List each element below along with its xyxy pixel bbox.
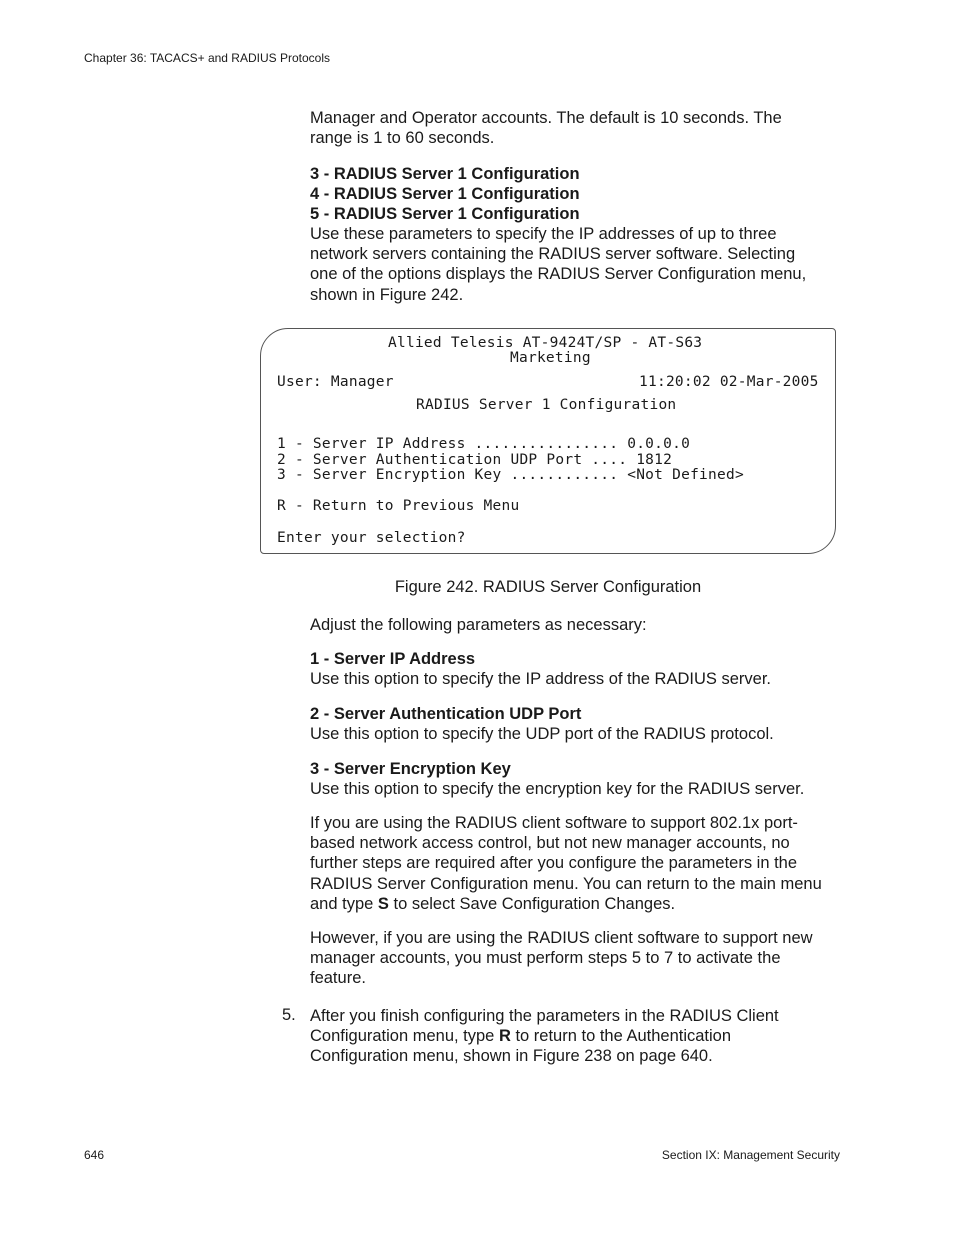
- option-4-heading: 4 - RADIUS Server 1 Configuration: [310, 185, 580, 204]
- note-line: RADIUS Server Configuration menu. You can return to the main menu: [310, 874, 822, 893]
- desc-line: Use these parameters to specify the IP addresses of up to three: [310, 225, 777, 243]
- figure-caption: Figure 242. RADIUS Server Configuration: [394, 578, 702, 596]
- note-line: further steps are required after you configure the parameters in the: [310, 854, 798, 873]
- terminal-title: Allied Telesis AT-9424T/SP - AT-S63: [388, 335, 703, 351]
- terminal-menu-item-3: 3 - Server Encryption Key ............ <Not Defined>: [277, 467, 744, 483]
- params-intro: Adjust the following parameters as necessary:: [310, 616, 647, 634]
- step-line: Configuration menu, type: [310, 1027, 499, 1046]
- step-line: Configuration menu, shown in Figure 238 on page 640.: [310, 1047, 713, 1066]
- param-3-title: 3 - Server Encryption Key: [310, 760, 511, 778]
- desc-line: shown in Figure 242.: [310, 285, 464, 304]
- note-paragraph-1: [310, 813, 845, 914]
- intro-paragraph: [310, 108, 845, 148]
- intro-line: range is 1 to 60 seconds.: [310, 129, 495, 148]
- terminal-subtitle: Marketing: [510, 350, 591, 366]
- note-line: feature.: [310, 969, 366, 988]
- chapter-header: Chapter 36: TACACS+ and RADIUS Protocols: [84, 51, 330, 65]
- terminal-menu-item-1: 1 - Server IP Address ................ 0.0.0.0: [277, 436, 691, 452]
- desc-line: one of the options displays the RADIUS Server Configuration menu,: [310, 265, 807, 284]
- step-line: to return to the Authentication: [510, 1027, 732, 1046]
- intro-line: Manager and Operator accounts. The default is 10 seconds. The: [310, 109, 782, 127]
- note-line: However, if you are using the RADIUS client software to support new: [310, 929, 813, 947]
- note-paragraph-2: [310, 928, 845, 989]
- terminal-return-item: R - Return to Previous Menu: [277, 498, 520, 514]
- option-3-heading: 3 - RADIUS Server 1 Configuration: [310, 165, 580, 183]
- step-line: After you finish configuring the parameters in the RADIUS Client: [310, 1007, 779, 1025]
- param-3: [310, 759, 845, 799]
- param-1-desc: Use this option to specify the IP address of the RADIUS server.: [310, 670, 772, 689]
- terminal-datetime: 11:20:02 02-Mar-2005: [639, 374, 819, 390]
- note-line: and type: [310, 894, 378, 913]
- key-s: S: [377, 894, 389, 913]
- param-3-desc: Use this option to specify the encryption key for the RADIUS server.: [310, 780, 805, 799]
- param-1: [310, 649, 845, 689]
- terminal-user: User: Manager: [277, 374, 394, 390]
- terminal-prompt: Enter your selection?: [277, 530, 466, 546]
- step-number: 5.: [282, 1006, 296, 1024]
- param-2: [310, 704, 845, 744]
- options-description: [310, 224, 845, 305]
- key-r: R: [498, 1027, 511, 1046]
- note-line: to select Save Configuration Changes.: [388, 894, 676, 913]
- terminal-menu-item-2: 2 - Server Authentication UDP Port .... 1812: [277, 452, 673, 468]
- note-line: If you are using the RADIUS client software to support 802.1x port-: [310, 814, 798, 832]
- param-2-desc: Use this option to specify the UDP port of the RADIUS protocol.: [310, 725, 774, 744]
- param-1-title: 1 - Server IP Address: [310, 650, 476, 668]
- step-5-text: [310, 1006, 845, 1067]
- param-2-title: 2 - Server Authentication UDP Port: [310, 705, 582, 723]
- option-headings: [310, 164, 845, 225]
- option-5-heading: 5 - RADIUS Server 1 Configuration: [310, 205, 580, 224]
- terminal-menu-title: RADIUS Server 1 Configuration: [416, 397, 677, 413]
- note-line: based network access control, but not new manager accounts, no: [310, 834, 790, 853]
- section-footer: Section IX: Management Security: [661, 1148, 840, 1162]
- page-number: 646: [84, 1148, 105, 1162]
- desc-line: network servers containing the RADIUS server software. Selecting: [310, 245, 796, 264]
- note-line: manager accounts, you must perform steps 5 to 7 to activate the: [310, 949, 781, 968]
